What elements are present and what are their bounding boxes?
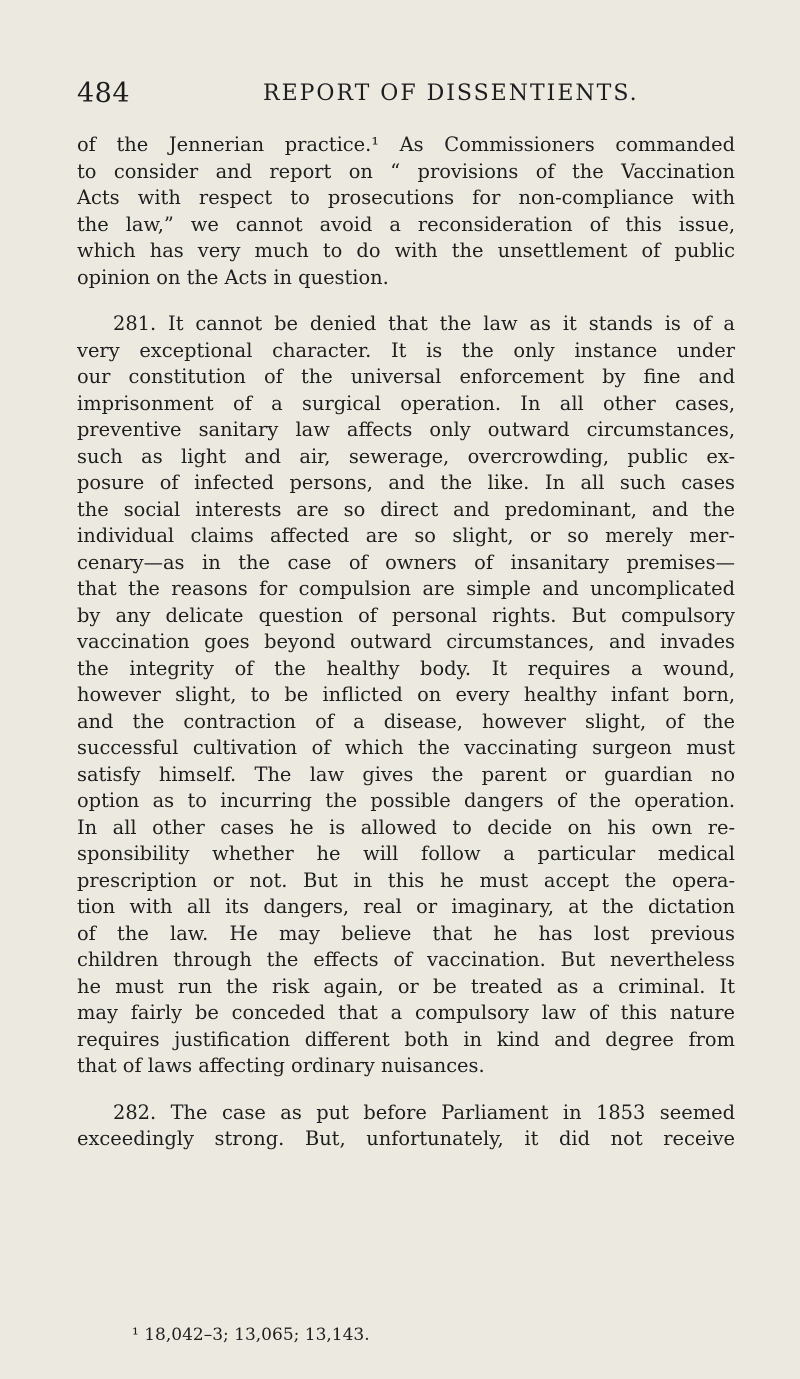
page-number: 484 (77, 78, 131, 109)
running-title: REPORT OF DISSENTIENTS. (263, 81, 639, 106)
text-line: he must run the risk again, or be treated as a criminal. It (77, 974, 735, 998)
text-line: may fairly be conceded that a compulsory law of this nature (77, 1001, 735, 1024)
text-line: successful cultivation of which the vaccinating surgeon must (77, 736, 735, 759)
text-line: such as light and air, sewerage, overcrowding, public ex- (77, 444, 735, 468)
paragraph-282 (77, 1100, 735, 1153)
text-line: children through the effects of vaccination. But nevertheless (77, 948, 735, 971)
text-line: very exceptional character. It is the only instance under (77, 338, 735, 362)
text-line: to consider and report on “ provisions of the Vaccination (77, 159, 735, 183)
paragraph-281 (77, 311, 735, 1080)
paragraph-1 (77, 132, 735, 291)
text-line: however slight, to be inflicted on every healthy infant born, (77, 683, 735, 706)
text-line: which has very much to do with the unsettlement of public (77, 239, 735, 262)
text-line: vaccination goes beyond outward circumstances, and invades (77, 630, 735, 653)
text-line: In all other cases he is allowed to decide on his own re- (77, 815, 735, 839)
text-line: requires justification different both in kind and degree from (77, 1027, 735, 1051)
text-line: and the contraction of a disease, however slight, of the (77, 709, 735, 733)
text-line: individual claims affected are so slight, or so merely mer- (77, 524, 735, 547)
text-line: the integrity of the healthy body. It requires a wound, (77, 656, 735, 680)
text-line: option as to incurring the possible dangers of the operation. (77, 789, 735, 812)
text-line: imprisonment of a surgical operation. In all other cases, (77, 391, 735, 415)
page-header (77, 72, 735, 112)
footnote: ¹ 18,042–3; 13,065; 13,143. (132, 1325, 370, 1345)
text-line: opinion on the Acts in question. (77, 265, 389, 289)
text-line: posure of infected persons, and the like. In all such cases (77, 471, 735, 494)
text-line: of the Jennerian practice.¹ As Commissioners commanded (77, 133, 735, 156)
text-line: of the law. He may believe that he has lost previous (77, 921, 735, 945)
text-line: tion with all its dangers, real or imaginary, at the dictation (77, 895, 735, 918)
text-line: satisfy himself. The law gives the parent or guardian no (77, 762, 735, 786)
text-line: the law,” we cannot avoid a reconsideration of this issue, (77, 212, 735, 236)
text-line: that the reasons for compulsion are simple and uncomplicated (77, 577, 735, 600)
text-line: 281. It cannot be denied that the law as it stands is of a (113, 312, 735, 335)
text-line: that of laws affecting ordinary nuisances. (77, 1054, 485, 1077)
text-line: 282. The case as put before Parliament in 1853 seemed (113, 1100, 735, 1124)
body-text (77, 132, 735, 1153)
text-line: sponsibility whether he will follow a particular medical (77, 842, 735, 865)
text-line: preventive sanitary law affects only outward circumstances, (77, 418, 735, 441)
text-line: Acts with respect to prosecutions for non-compliance with (77, 186, 735, 209)
text-line: exceedingly strong. But, unfortunately, it did not receive (77, 1127, 735, 1150)
text-line: our constitution of the universal enforcement by fine and (77, 365, 735, 388)
text-line: cenary—as in the case of owners of insanitary premises— (77, 550, 735, 574)
text-line: prescription or not. But in this he must accept the opera- (77, 868, 735, 892)
text-line: by any delicate question of personal rights. But compulsory (77, 603, 735, 627)
text-line: the social interests are so direct and predominant, and the (77, 497, 735, 521)
